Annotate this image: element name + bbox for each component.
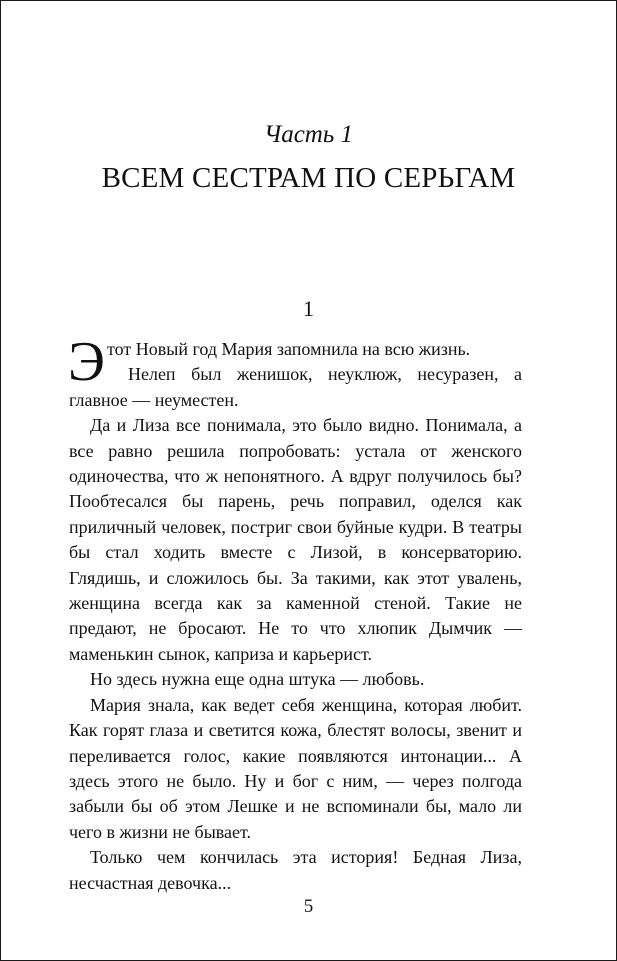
paragraph: Да и Лиза все понимала, это было видно. Понимала, а все равно решила попробовать: устала от женского одиночества, что ж непонятного. А вдруг получилось бы? Пообтесался бы парень, речь поправил, оделся как приличный человек, постриг свои буйные кудри. В театры бы стал ходить вместе с Лизой, в консерваторию. Глядишь, и сложилось бы. За такими, как этот увалень, женщина всегда как за каменной стеной. Такие не предают, не бросают. Не то что хлюпик Дымчик — маменькин сынок, каприза и карьерист. xyxy=(69,415,522,664)
page-number: 5 xyxy=(303,896,314,917)
paragraph: Нелеп был женишок, неуклюж, несуразен, а главное — неуместен. xyxy=(69,364,522,410)
paragraph: Только чем кончилась эта история! Бедная Лиза, несчастная девочка... xyxy=(69,847,522,893)
chapter-text xyxy=(68,331,522,896)
paragraph-text: тот Новый год Мария запомнила на всю жизнь. xyxy=(106,339,471,359)
paragraph: Мария знала, как ведет себя женщина, которая любит. Как горят глаза и светится кожа, блестят волосы, звенит и переливается голос, какие появляются интонации... А здесь этого не было. Ну и бог с ним, — через полгода забыли бы об этом Лешке и не вспоминали бы, мало ли чего в жизни не бывает. xyxy=(69,694,522,842)
paragraph: Но здесь нужна еще одна штука — любовь. xyxy=(90,669,425,690)
drop-cap: Э xyxy=(68,331,105,393)
chapter-number: 1 xyxy=(303,296,314,321)
part-label: Часть 1 xyxy=(263,121,353,148)
part-title: ВСЕМ СЕСТРАМ ПО СЕРЬГАМ xyxy=(101,162,516,194)
